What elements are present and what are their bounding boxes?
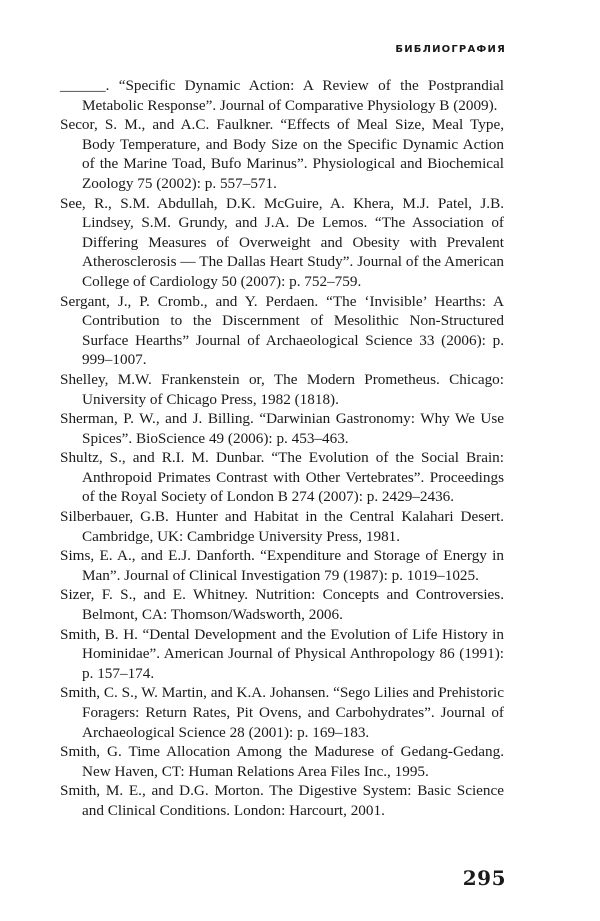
- reference-list: [60, 76, 504, 821]
- reference-entry: Smith, C. S., W. Martin, and K.A. Johansen. “Sego Lilies and Prehistoric Foragers: Return Rates, Pit Ovens, and Carbohydrates”. Journal of Archaeological Science 28 (2001): p. 169–183.: [60, 684, 504, 741]
- reference-entry: Smith, B. H. “Dental Development and the Evolution of Life History in Hominidae”. American Journal of Physical Anthropology 86 (1991): p. 157–174.: [60, 625, 504, 682]
- reference-entry: Smith, M. E., and D.G. Morton. The Digestive System: Basic Science and Clinical Conditions. London: Harcourt, 2001.: [60, 782, 504, 819]
- reference-entry: Shelley, M.W. Frankenstein or, The Modern Prometheus. Chicago: University of Chicago Press, 1982 (1818).: [60, 370, 504, 408]
- reference-entry: Silberbauer, G.B. Hunter and Habitat in the Central Kalahari Desert. Cambridge, UK: Cambridge University Press, 1981.: [60, 508, 504, 545]
- reference-entry: Shultz, S., and R.I. M. Dunbar. “The Evolution of the Social Brain: Anthropoid Primates Contrast with Other Vertebrates”. Proceedings of the Royal Society of London B 274 (2007): p. 2429–2436.: [60, 449, 504, 506]
- reference-entry: Sergant, J., P. Cromb., and Y. Perdaen. “The ‘Invisible’ Hearths: A Contribution to the Discernment of Mesolithic Non-Structured Surface Hearths” Journal of Archaeological Science 33 (2006): p. 999–1007.: [60, 292, 504, 369]
- reference-entry: Smith, G. Time Allocation Among the Madurese of Gedang-Gedang. New Haven, CT: Human Relations Area Files Inc., 1995.: [60, 743, 504, 780]
- reference-entry: Secor, S. M., and A.C. Faulkner. “Effects of Meal Size, Meal Type, Body Temperature, and Body Size on the Specific Dynamic Action of the Marine Toad, Bufo Marinus”. Physiological and Biochemical Zoology 75 (2002): p. 557–571.: [60, 116, 504, 192]
- reference-entry: See, R., S.M. Abdullah, D.K. McGuire, A. Khera, M.J. Patel, J.B. Lindsey, S.M. Grundy, and J.A. De Lemos. “The Association of Differing Measures of Overweight and Obesity with Prevalent Atherosclerosis — The Dallas Heart Study”. Journal of the American College of Cardiology 50 (2007): p. 752–759.: [60, 194, 504, 290]
- reference-entry: Sherman, P. W., and J. Billing. “Darwinian Gastronomy: Why We Use Spices”. BioScience 49 (2006): p. 453–463.: [60, 410, 504, 447]
- page-number: 295: [462, 866, 506, 890]
- reference-entry: ______. “Specific Dynamic Action: A Review of the Postprandial Metabolic Response”. Journal of Comparative Physiology B (2009).: [60, 77, 504, 114]
- reference-entry: Sims, E. A., and E.J. Danforth. “Expenditure and Storage of Energy in Man”. Journal of Clinical Investigation 79 (1987): p. 1019–1025.: [60, 547, 504, 584]
- running-header: БИБЛИОГРАФИЯ: [395, 44, 506, 55]
- reference-entry: Sizer, F. S., and E. Whitney. Nutrition: Concepts and Controversies. Belmont, CA: Thomson/Wadsworth, 2006.: [60, 586, 504, 624]
